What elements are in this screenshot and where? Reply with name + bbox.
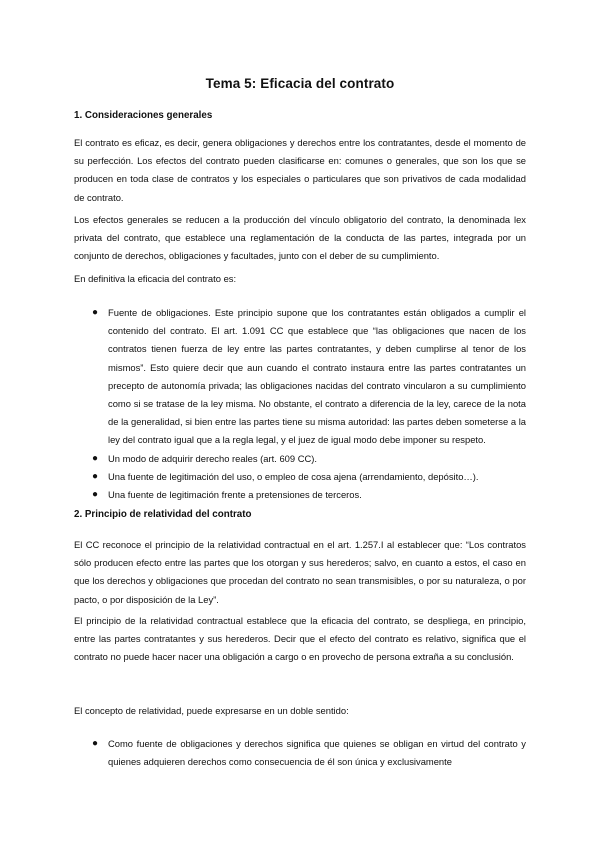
bullet-icon: ● [92, 470, 99, 482]
section-2-bullet-list [92, 735, 526, 771]
section-1-paragraph-2: Los efectos generales se reducen a la producción del vínculo obligatorio del contrato, la denominada lex privata del contrato, que establece una reglamentación de la conducta de las partes, integrada por un conjunto de derechos, obligaciones y facultades, junto con el deber de su cumplimiento. [74, 214, 526, 262]
bullet-icon: ● [92, 452, 99, 464]
section-1-bullet-list [92, 304, 526, 504]
list-item [92, 304, 526, 450]
section-1-paragraph-3: En definitiva la eficacia del contrato es: [74, 273, 237, 284]
list-item [92, 450, 526, 468]
list-item-text: Fuente de obligaciones. Este principio supone que los contratantes están obligados a cumplir el contenido del contrato. El art. 1.091 CC que establece que “las obligaciones que nacen de los contratos tienen fuerza de ley entre las partes contratantes, y deben cumplirse al tenor de los mismos”. Esto quiere decir que aun cuando el contrato instaura entre las partes contratantes un precepto de autonomía privada; las obligaciones nacidas del contrato vincularon a su cumplimiento como si se tratase de la ley misma. No obstante, el contrato a diferencia de la ley, carece de la nota de la generalidad, si bien entre las partes tiene su misma autoridad: las partes deben someterse a la ley del contrato igual que a la regla legal, y el juez de igual modo debe imponer su respeto. [108, 307, 526, 446]
section-1-paragraph-1: El contrato es eficaz, es decir, genera obligaciones y derechos entre los contratantes, desde el momento de su perfección. Los efectos del contrato pueden clasificarse en: comunes o generales, que son los que se producen en toda clase de contratos y los especiales o particulares que son privativos de cada modalidad de contrato. [74, 137, 526, 203]
section-2-paragraph-2: El principio de la relatividad contractual establece que la eficacia del contrato, se despliega, en principio, entre las partes contratantes y sus herederos. Decir que el efecto del contrato es relativo, significa que el contrato no puede hacer nacer una obligación a cargo o en provecho de persona extraña a su conclusión. [74, 615, 526, 663]
list-item-text: Una fuente de legitimación del uso, o empleo de cosa ajena (arrendamiento, depósito…). [108, 470, 479, 482]
bullet-icon: ● [92, 738, 99, 749]
section-2-heading: 2. Principio de relatividad del contrato [74, 509, 252, 520]
document-title: Tema 5: Eficacia del contrato [205, 76, 395, 91]
bullet-icon: ● [92, 307, 99, 318]
list-item-text: Una fuente de legitimación frente a pretensiones de terceros. [108, 489, 362, 501]
list-item [92, 468, 526, 486]
section-2-paragraph-3: El concepto de relatividad, puede expresarse en un doble sentido: [74, 705, 349, 716]
list-item-text: Un modo de adquirir derecho reales (art. 609 CC). [108, 452, 317, 464]
list-item-text: Como fuente de obligaciones y derechos significa que quienes se obligan en virtud del contrato y quienes adquieren derechos como consecuencia de él son única y exclusivamente [108, 738, 526, 768]
section-1-heading: 1. Consideraciones generales [74, 110, 213, 121]
list-item [92, 735, 526, 771]
section-2-paragraph-1: El CC reconoce el principio de la relatividad contractual en el art. 1.257.I al establecer que: “Los contratos sólo producen efecto entre las partes que los otorgan y sus herederos; salvo, en cuanto a estos, el caso en que los derechos y obligaciones que procedan del contrato no sean transmisibles, o por su naturaleza, o por pacto, o por disposición de la Ley”. [74, 539, 526, 605]
list-item [92, 486, 526, 504]
bullet-icon: ● [92, 489, 99, 501]
